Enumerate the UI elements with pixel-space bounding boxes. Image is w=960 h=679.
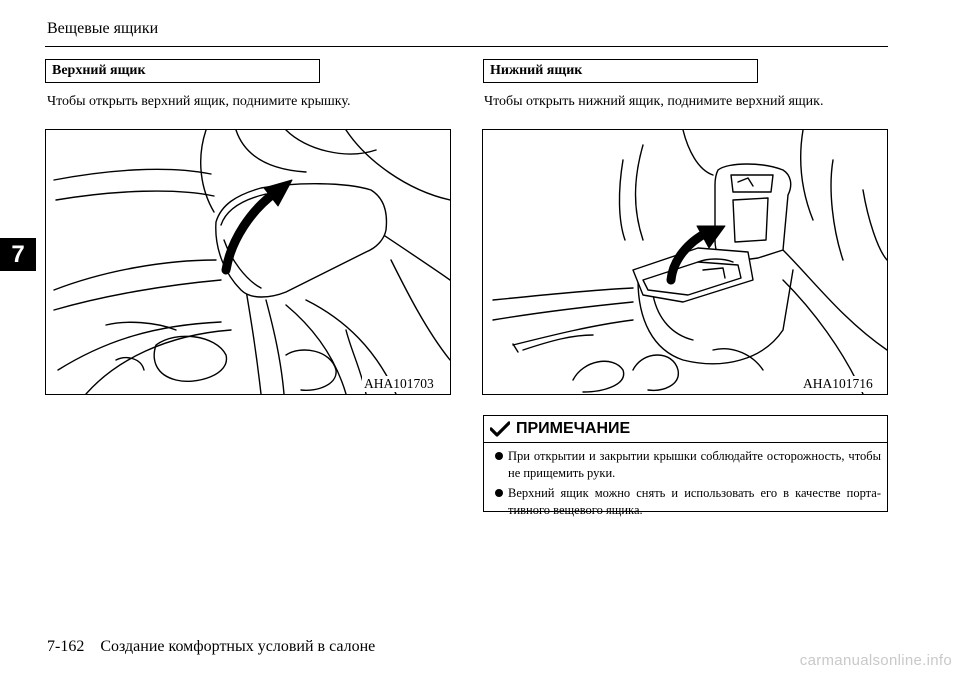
note-item: [488, 485, 881, 519]
figure-code-lower: AHA101716: [803, 376, 873, 391]
section-title-upper-box: Верхний ящик: [45, 59, 320, 83]
check-icon: [490, 421, 510, 437]
note-item: [488, 448, 881, 482]
lower-box-instruction: Чтобы открыть нижний ящик, поднимите верхний ящик.: [484, 94, 824, 109]
header-rule: [45, 46, 888, 47]
bullet-icon: [495, 452, 503, 460]
upper-box-instruction: Чтобы открыть верхний ящик, поднимите крышку.: [47, 94, 351, 109]
chapter-tab: 7: [0, 238, 36, 271]
figure-code-upper: AHA101703: [364, 376, 434, 391]
section-title-lower-box: Нижний ящик: [483, 59, 758, 83]
bullet-icon: [495, 489, 503, 497]
footer-chapter-title: Создание комфортных условий в салоне: [100, 638, 376, 655]
watermark: carmanualsonline.info: [799, 652, 952, 669]
note-box: [483, 415, 888, 517]
running-header: Вещевые ящики: [47, 20, 159, 37]
note-item-text: При открытии и закрытии крышки соблюдайте осторожность, чтобы не прищемить руки.: [508, 449, 881, 480]
note-title: ПРИМЕЧАНИЕ: [516, 420, 631, 437]
note-header: [484, 416, 887, 443]
page-number: 7-162: [47, 638, 85, 655]
note-item-text: Верхний ящик можно снять и использовать его в качестве порта-тивного вещевого ящика.: [508, 486, 881, 517]
illustration-lower-box: [482, 129, 888, 395]
page-footer: [47, 638, 375, 656]
illustration-upper-box: [45, 129, 451, 395]
